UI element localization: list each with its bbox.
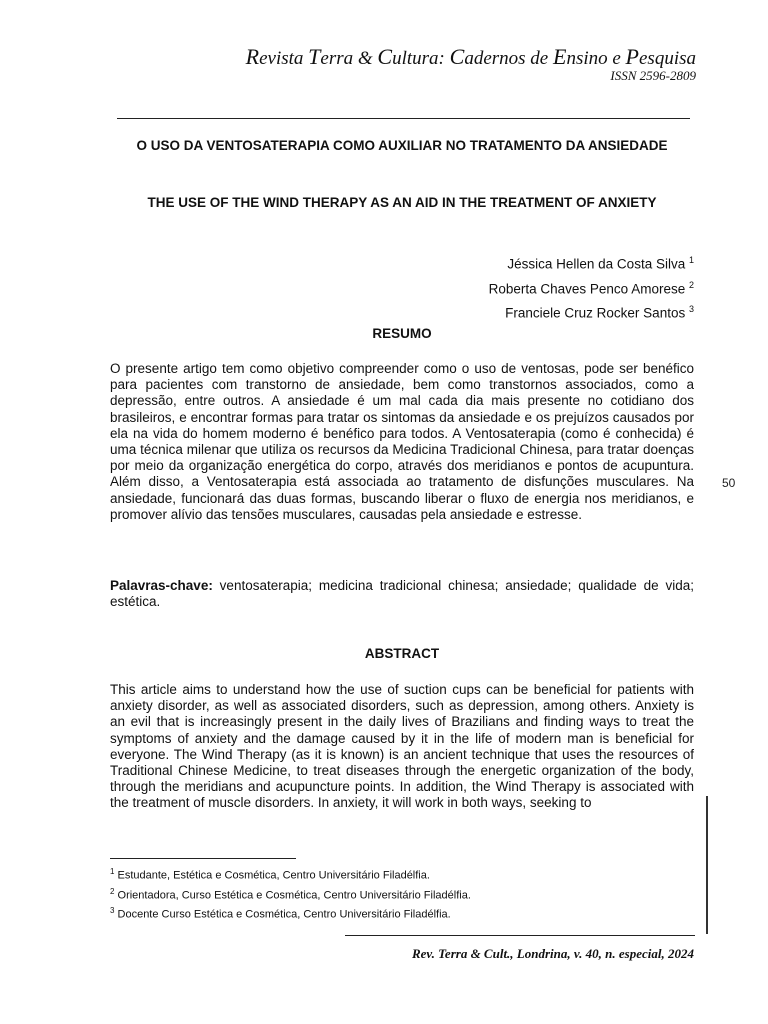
journal-title-part-3: Cultura:: [377, 44, 450, 69]
footnote-1: $^1$ Estudante, Estética e Cosmética, Centro Universitário Filadélfia.: [110, 867, 430, 882]
keywords-label: Palavras-chave:: [110, 578, 213, 593]
resumo-heading: RESUMO: [372, 326, 432, 341]
resumo-text: O presente artigo tem como objetivo compreender como o uso de ventosas, pode ser benéfico para pacientes com transtorno de ansiedade, bem como transtornos associados, como a depressão, entre outros. A ansiedade é um mal cada dia mais presente no cotidiano dos brasileiros, e encontrar formas para tratar os sintomas da ansiedade e os prejuízos causados por ela na vida do homem moderno é benéfico para todos. A Ventosaterapia (como é conhecida) é uma técnica milenar que utiliza os recursos da Medicina Tradicional Chinesa, para tratar doenças por meio da organização energética do corpo, através dos meridianos e pontos de acupuntura. Além disso, a Ventosaterapia está associada ao tratamento de disfunções musculares. Na ansiedade, funcionará das duas formas, buscando liberar o fluxo de energia nos meridianos, e promover alívio das tensões musculares, causadas pela ansiedade e estresse.: [110, 361, 694, 522]
title-english: THE USE OF THE WIND THERAPY AS AN AID IN THE TREATMENT OF ANXIETY: [147, 195, 657, 210]
keywords-text: ventosaterapia; medicina tradicional chinesa; ansiedade; qualidade de vida; estética.: [110, 578, 694, 610]
margin-line: [706, 796, 708, 934]
issn: ISSN 2596-2809: [610, 68, 696, 83]
keywords: [110, 578, 694, 610]
footnotes: [110, 864, 471, 923]
abstract-heading: ABSTRACT: [364, 646, 440, 661]
author-2: Roberta Chaves Penco Amorese $^2$: [488, 279, 694, 296]
header-rule: [117, 118, 690, 119]
journal-title: [246, 44, 696, 70]
journal-title-part-2: Terra &: [308, 44, 378, 69]
journal-title-part-6: Pesquisa: [625, 44, 696, 69]
title-portuguese: O USO DA VENTOSATERAPIA COMO AUXILIAR NO TRATAMENTO DA ANSIEDADE: [136, 138, 668, 153]
author-list: [489, 250, 694, 324]
abstract-text: This article aims to understand how the use of suction cups can be beneficial for patients with anxiety disorder, as well as associated disorders, such as depression, among others. Anxiety is an evil that is increasingly present in the daily lives of Brazilians and finding ways to treat the symptoms of anxiety and the damage caused by it in the life of modern man is beneficial for everyone. The Wind Therapy (as it is known) is an ancient technique that uses the resources of Traditional Chinese Medicine, to treat diseases through the energetic organization of the body, through the meridians and acupuncture points. In addition, the Wind Therapy is associated with the treatment of muscle disorders. In anxiety, it will work in both ways, seeking to: [110, 682, 694, 811]
journal-title-part-4: Cadernos de: [449, 44, 553, 69]
journal-title-part-5: Ensino e: [552, 44, 626, 69]
footnote-2: $^2$ Orientadora, Curso Estética e Cosmética, Centro Universitário Filadélfia.: [110, 886, 471, 902]
footer-rule: [345, 935, 695, 936]
page-number: 50: [722, 476, 736, 490]
author-3: Franciele Cruz Rocker Santos $^3$: [505, 304, 694, 321]
footnote-3: $^3$ Docente Curso Estética e Cosmética, Centro Universitário Filadélfia.: [110, 906, 451, 921]
journal-footer: Rev. Terra & Cult., Londrina, v. 40, n. especial, 2024: [411, 946, 694, 961]
author-1: Jéssica Hellen da Costa Silva $^1$: [507, 255, 694, 272]
journal-title-part-1: Revista: [245, 44, 309, 69]
footnote-rule: [110, 858, 296, 859]
